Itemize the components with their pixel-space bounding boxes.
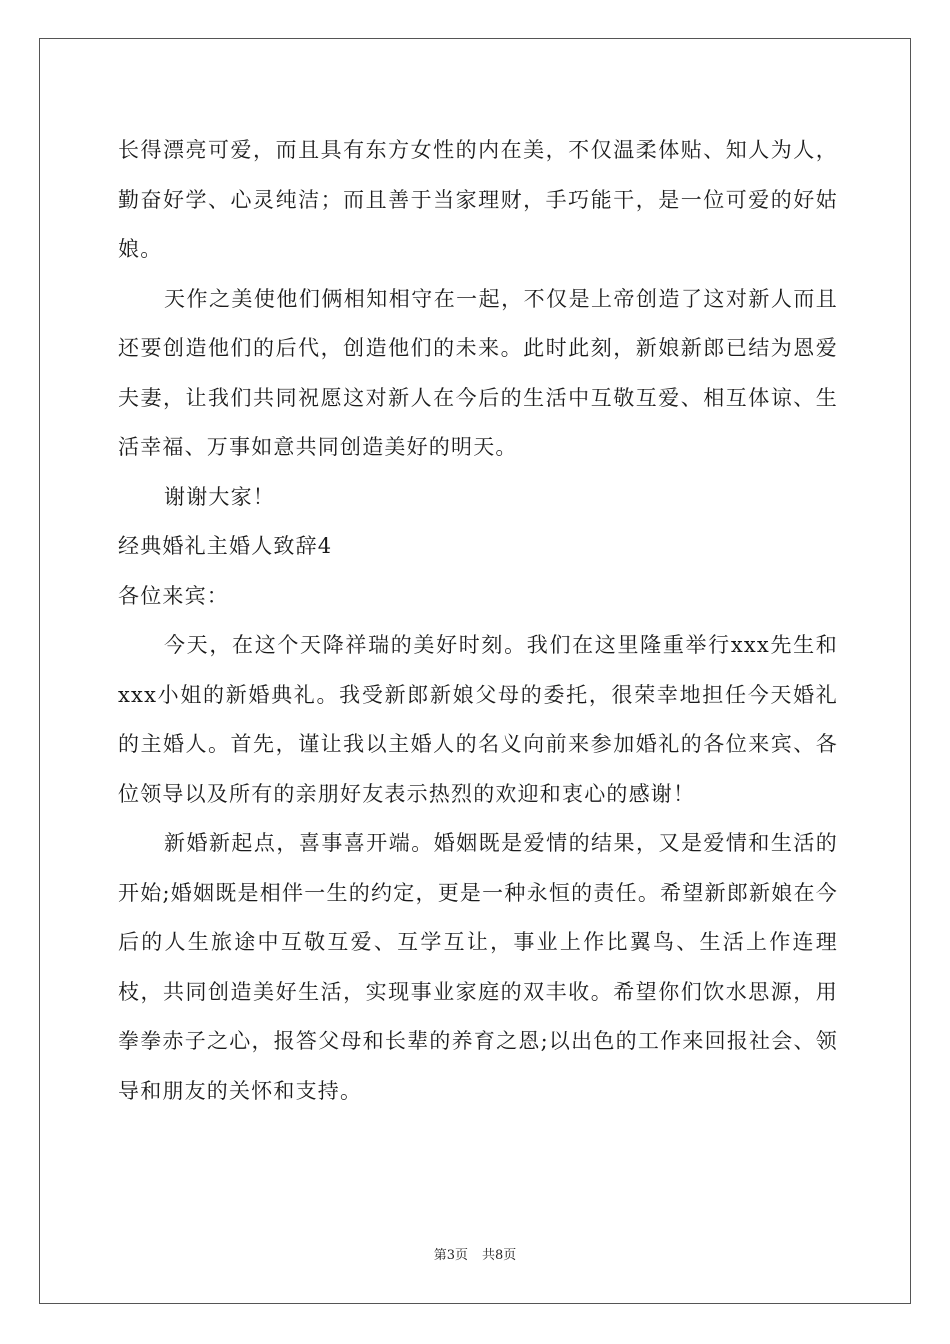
document-body (118, 126, 838, 1116)
page-footer (0, 1246, 950, 1266)
paragraph-thanks: 谢谢大家！ (164, 484, 275, 509)
paragraph-wishes: 新婚新起点，喜事喜开端。婚姻既是爱情的结果，又是爱情和生活的开始;婚姻既是相伴一生的约定，更是一种永恒的责任。希望新郎新娘在今后的人生旅途中互敬互爱、互学互让，事业上作比翼鸟、生活上作连理枝，共同创造美好生活，实现事业家庭的双丰收。希望你们饮水思源，用拳拳赤子之心，报答父母和长辈的养育之恩;以出色的工作来回报社会、领导和朋友的关怀和支持。 (118, 831, 838, 1103)
page-total: 共8页 (482, 1248, 517, 1263)
paragraph-opening: 今天，在这个天降祥瑞的美好时刻。我们在这里隆重举行xxx先生和xxx小姐的新婚典礼。我受新郎新娘父母的委托，很荣幸地担任今天婚礼的主婚人。首先，谨让我以主婚人的名义向前来参加婚礼的各位来宾、各位领导以及所有的亲朋好友表示热烈的欢迎和衷心的感谢！ (118, 633, 838, 806)
salutation: 各位来宾： (118, 583, 229, 608)
page-number: 第3页 (433, 1248, 468, 1263)
section-heading: 经典婚礼主婚人致辞4 (118, 534, 333, 558)
paragraph-bride-description: 长得漂亮可爱，而且具有东方女性的内在美，不仅温柔体贴、知人为人，勤奋好学、心灵纯洁；而且善于当家理财，手巧能干，是一位可爱的好姑娘。 (118, 138, 838, 261)
paragraph-blessing: 天作之美使他们俩相知相守在一起，不仅是上帝创造了这对新人而且还要创造他们的后代，创造他们的未来。此时此刻，新娘新郎已结为恩爱夫妻，让我们共同祝愿这对新人在今后的生活中互敬互爱、相互体谅、生活幸福、万事如意共同创造美好的明天。 (118, 286, 838, 459)
